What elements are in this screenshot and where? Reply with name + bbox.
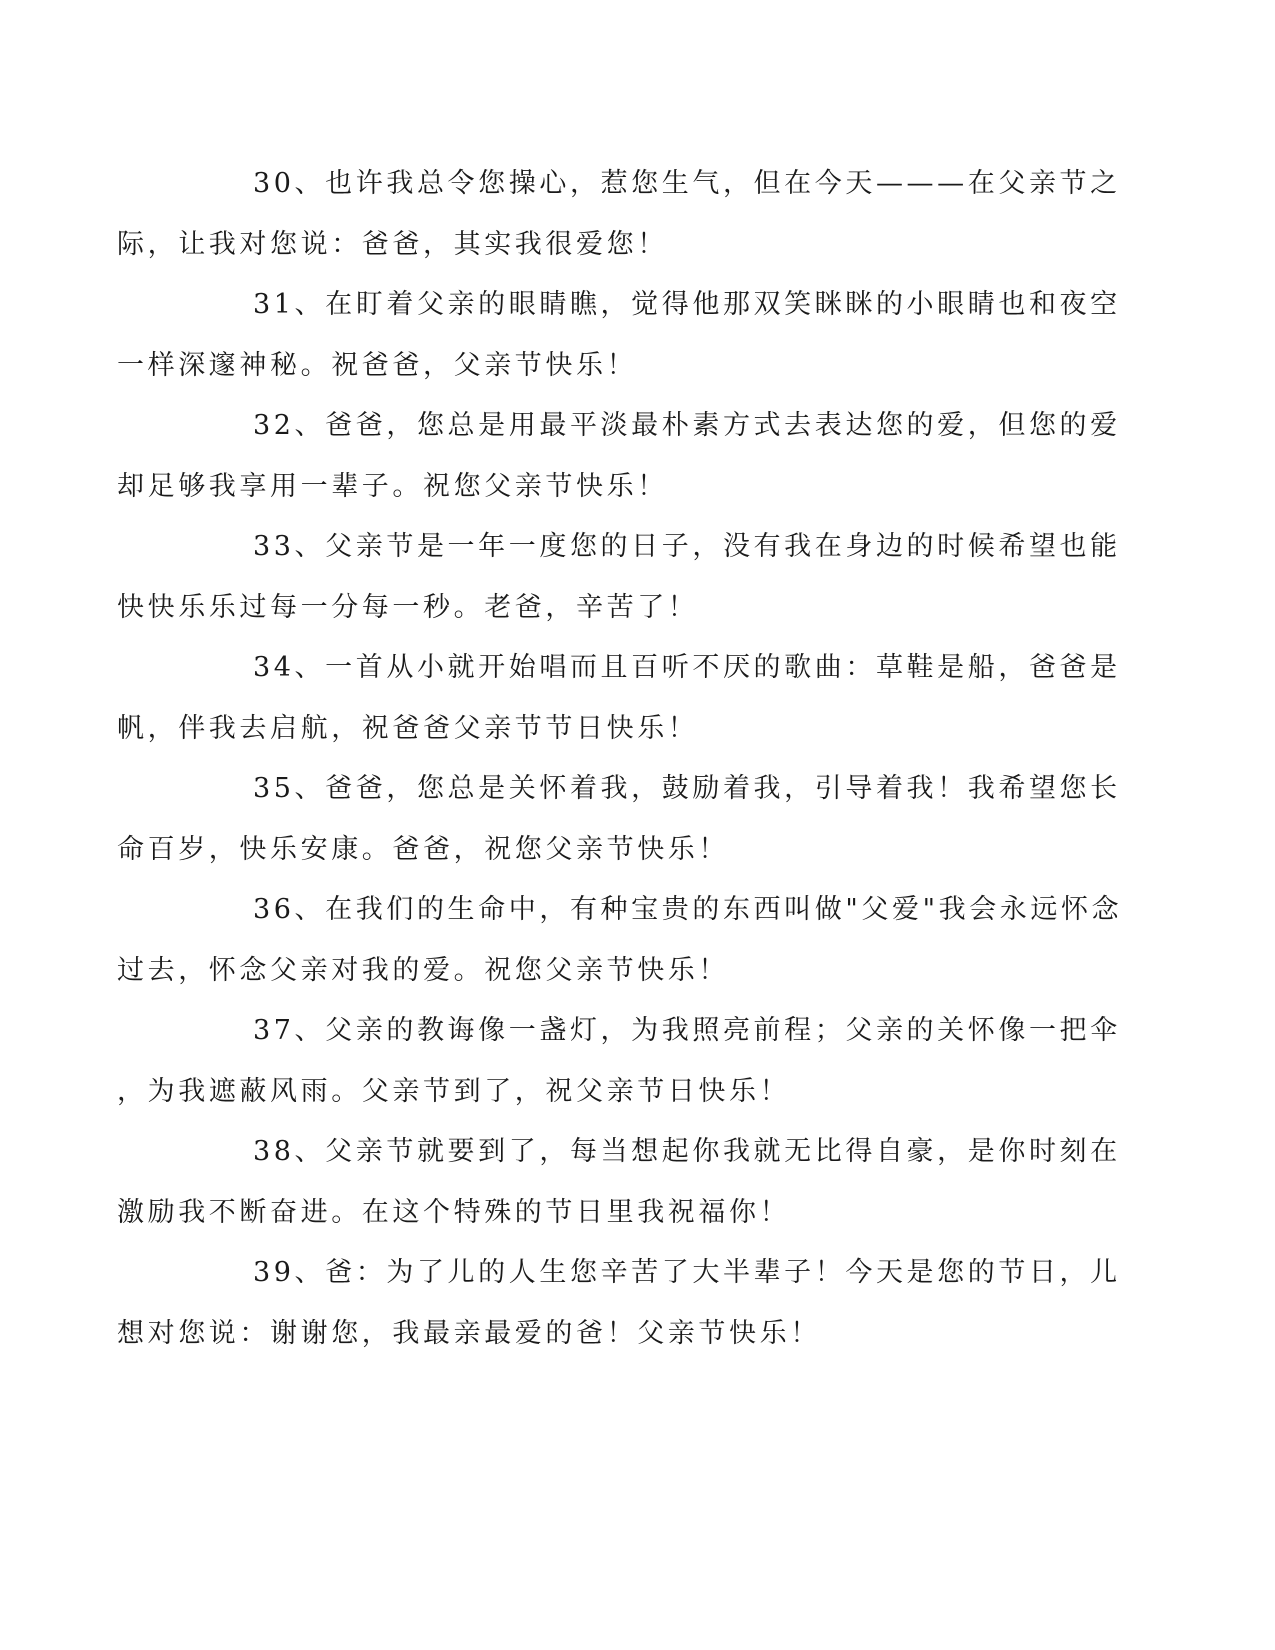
paragraph-line: 38、父亲节就要到了，每当想起你我就无比得自豪，是你时刻在: [253, 1136, 1121, 1167]
paragraph-38: [117, 1122, 1121, 1243]
paragraph-line: 31、在盯着父亲的眼睛瞧，觉得他那双笑眯眯的小眼睛也和夜空: [253, 289, 1121, 320]
paragraph-line: 命百岁，快乐安康。爸爸，祝您父亲节快乐！: [117, 833, 729, 865]
paragraph-line: 帆，伴我去启航，祝爸爸父亲节节日快乐！: [117, 712, 699, 744]
paragraph-30: [117, 154, 1121, 275]
paragraph-line: 却足够我享用一辈子。祝您父亲节快乐！: [117, 470, 668, 502]
document-body: [117, 154, 1123, 1364]
paragraph-36: [117, 880, 1123, 1001]
paragraph-33: [117, 517, 1121, 638]
paragraph-line: 激励我不断奋进。在这个特殊的节日里我祝福你！: [117, 1196, 791, 1228]
paragraph-line: 37、父亲的教诲像一盏灯，为我照亮前程；父亲的关怀像一把伞: [253, 1015, 1121, 1046]
paragraph-line: 35、爸爸，您总是关怀着我，鼓励着我，引导着我！我希望您长: [253, 773, 1121, 804]
paragraph-37: [117, 1001, 1121, 1122]
paragraph-line: 36、在我们的生命中，有种宝贵的东西叫做"父爱"我会永远怀念: [253, 894, 1123, 925]
paragraph-line: 33、父亲节是一年一度您的日子，没有我在身边的时候希望也能: [253, 531, 1121, 562]
paragraph-line: ，为我遮蔽风雨。父亲节到了，祝父亲节日快乐！: [117, 1075, 791, 1107]
paragraph-line: 际，让我对您说：爸爸，其实我很爱您！: [117, 228, 668, 260]
paragraph-35: [117, 759, 1121, 880]
paragraph-32: [117, 396, 1121, 517]
paragraph-line: 39、爸：为了儿的人生您辛苦了大半辈子！今天是您的节日，儿: [253, 1257, 1121, 1288]
paragraph-line: 想对您说：谢谢您，我最亲最爱的爸！父亲节快乐！: [117, 1317, 821, 1349]
paragraph-line: 快快乐乐过每一分每一秒。老爸，辛苦了！: [117, 591, 699, 623]
paragraph-line: 过去，怀念父亲对我的爱。祝您父亲节快乐！: [117, 954, 729, 986]
paragraph-34: [117, 638, 1121, 759]
paragraph-31: [117, 275, 1121, 396]
paragraph-line: 32、爸爸，您总是用最平淡最朴素方式去表达您的爱，但您的爱: [253, 410, 1121, 441]
paragraph-line: 34、一首从小就开始唱而且百听不厌的歌曲：草鞋是船，爸爸是: [253, 652, 1121, 683]
paragraph-line: 30、也许我总令您操心，惹您生气，但在今天———在父亲节之: [253, 168, 1121, 199]
paragraph-39: [117, 1243, 1121, 1364]
paragraph-line: 一样深邃神秘。祝爸爸，父亲节快乐！: [117, 349, 638, 381]
